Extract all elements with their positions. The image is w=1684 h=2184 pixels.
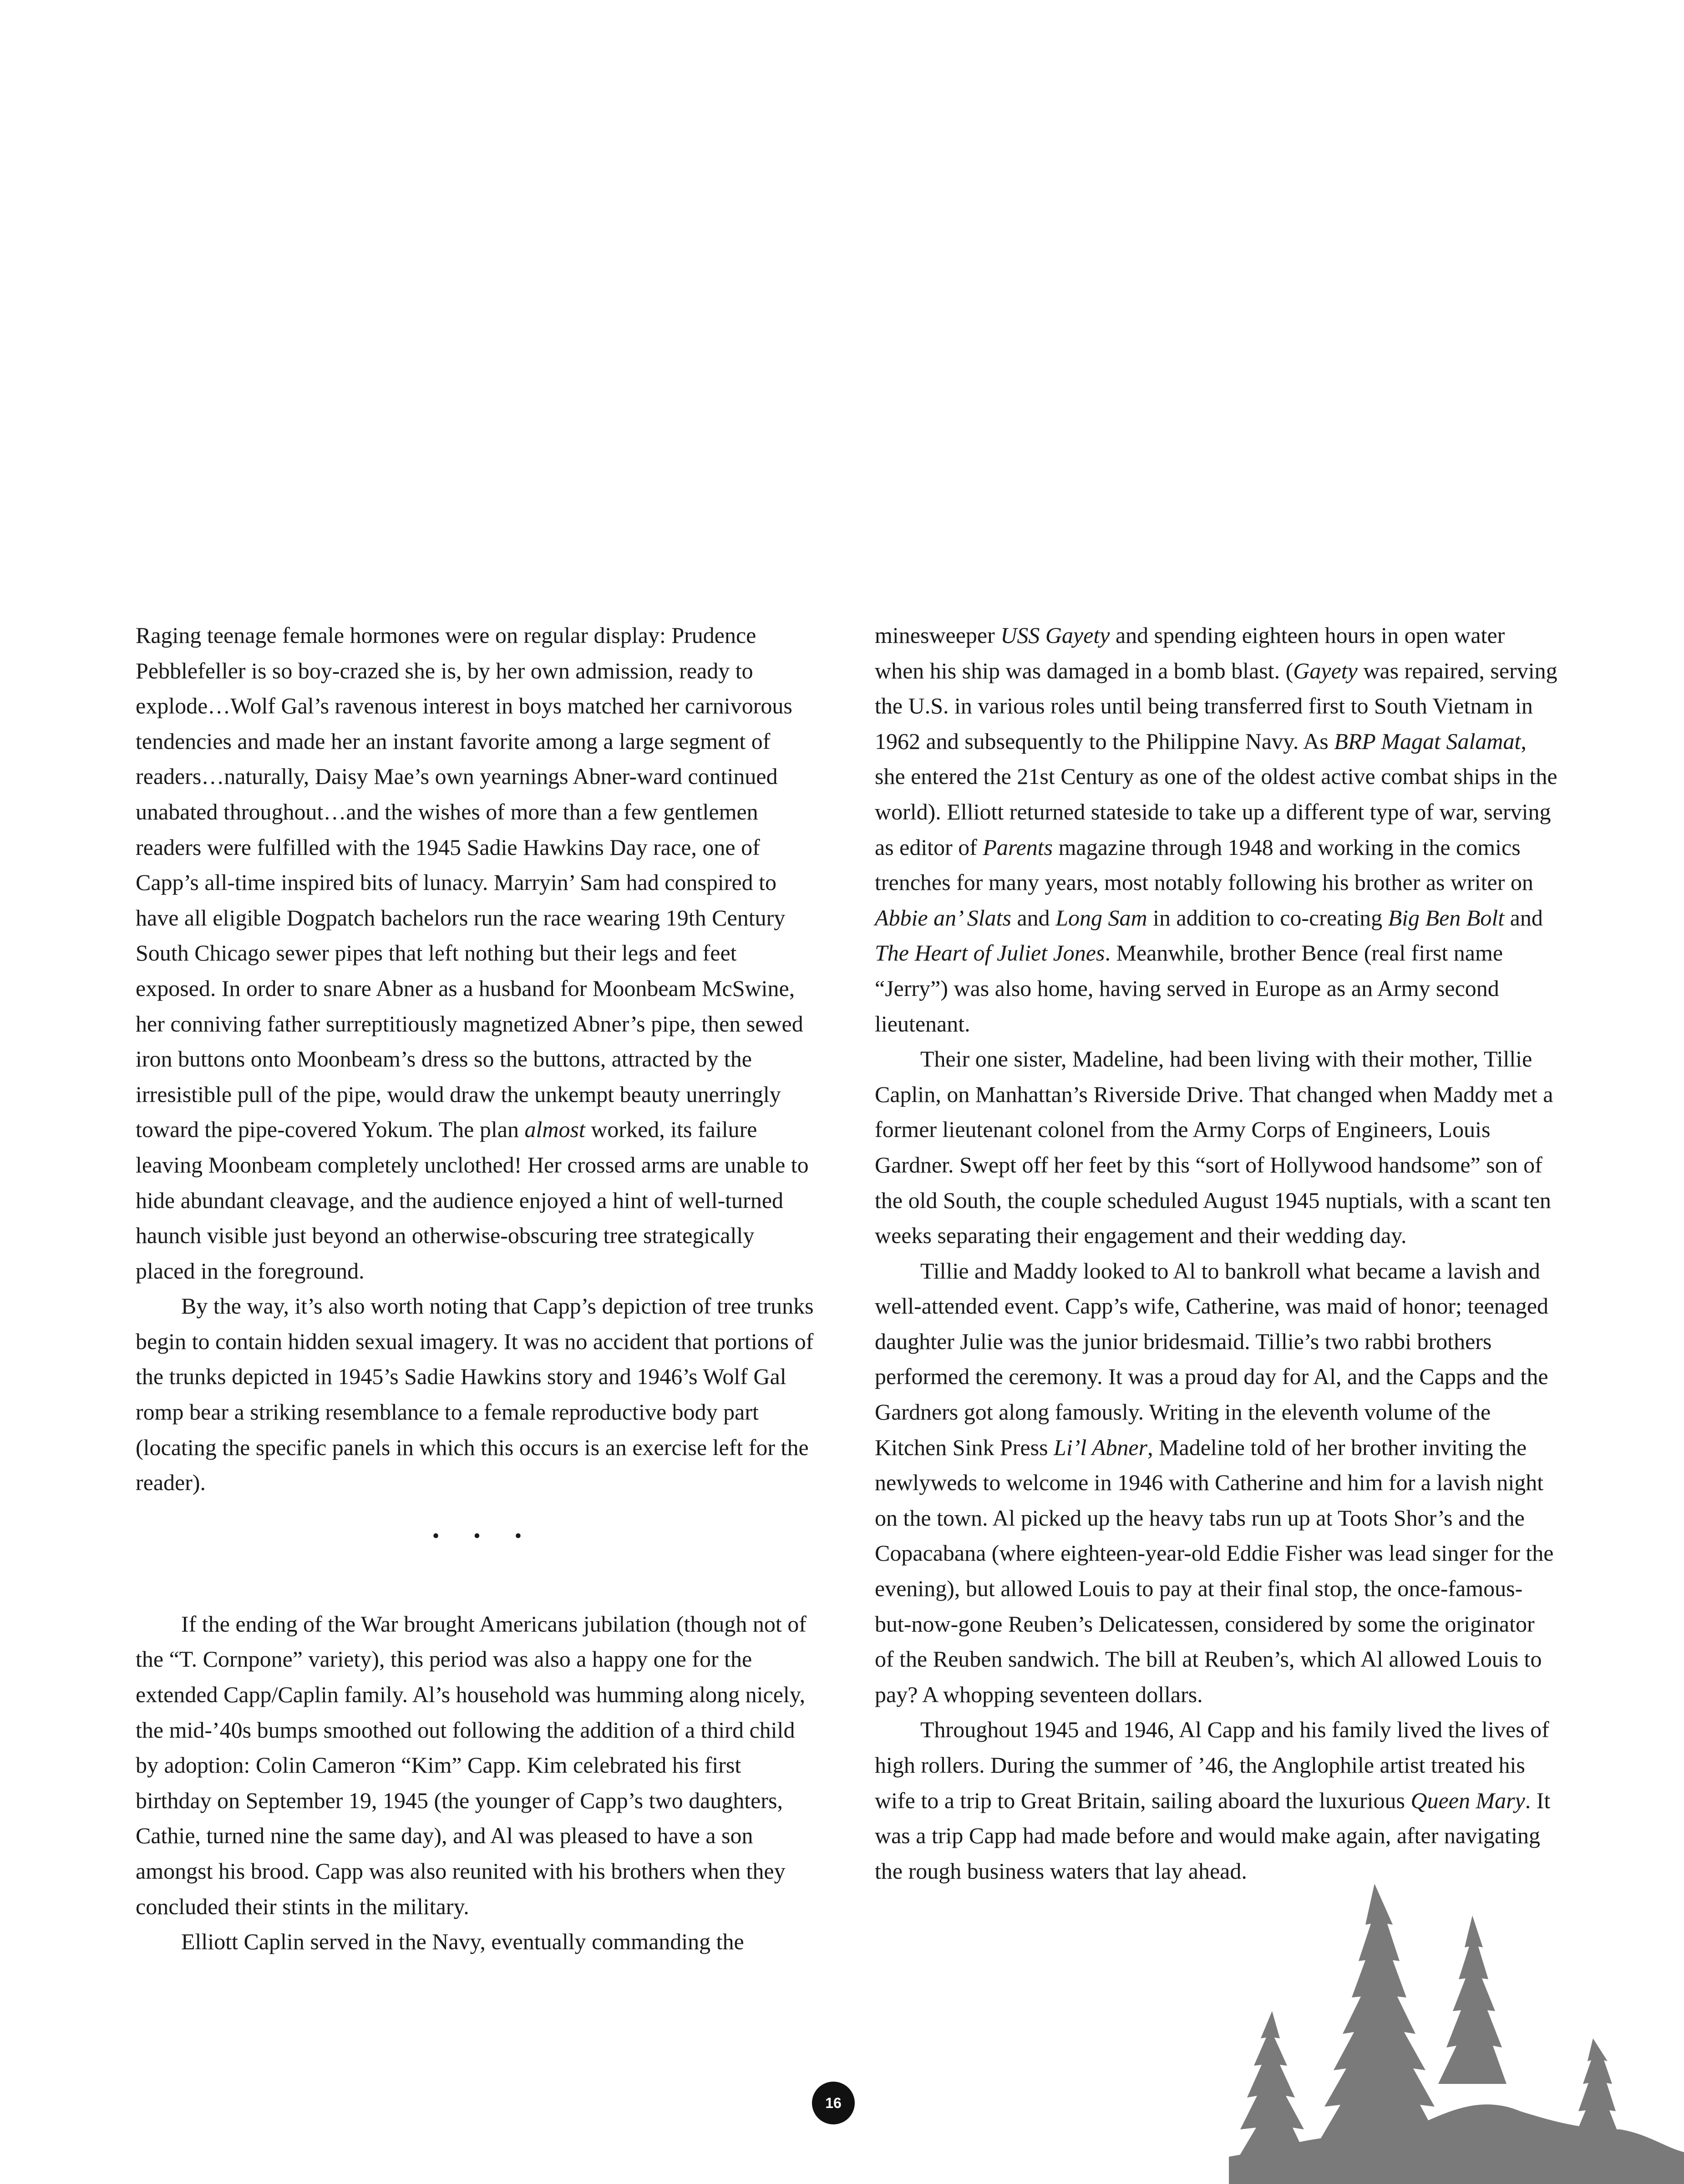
paragraph: Elliott Caplin served in the Navy, eventually commanding the (181, 1929, 744, 1955)
right-column (875, 618, 1557, 1889)
paragraph: Their one sister, Madeline, had been living with their mother, Tillie Caplin, on Manhattan’s Riverside Drive. That changed when Maddy met a former lieutenant colonel from the Army Corps of Engineers, Louis Gardner. Swept off her feet by this “sort of Hollywood handsome” son of the old South, the couple scheduled August 1945 nuptials, with a scant ten weeks separating their engagement and their wedding day. (875, 1046, 1553, 1249)
paragraph: Tillie and Maddy looked to Al to bankroll what became a lavish and well-attended event. Capp’s wife, Catherine, was maid of honor; teenaged daughter Julie was the junior bridesmaid. Tillie’s two rabbi brothers performed the ceremony. It was a proud day for Al, and the Capps and the Gardners got along famously. Writing in the eleventh volume of the Kitchen Sink Press Li’l Abner, Madeline told of her brother inviting the newlyweds to welcome in 1946 with Catherine and him for a lavish night on the town. Al picked up the heavy tabs run up at Toots Shor’s and the Copacabana (where eighteen-year-old Eddie Fisher was lead singer for the evening), but allowed Louis to pay at their final stop, the once-famous-but-now-gone Reuben’s Delicatessen, considered by some the originator of the Reuben sandwich. The bill at Reuben’s, which Al allowed Louis to pay? A whopping seventeen dollars. (875, 1258, 1554, 1707)
italic-text: BRP Magat Salamat (1334, 728, 1521, 754)
left-column (136, 618, 818, 1960)
italic-text: almost (524, 1117, 585, 1143)
section-separator: • • • (432, 1524, 537, 1547)
italic-text: Gayety (1293, 657, 1358, 683)
paragraph: Throughout 1945 and 1946, Al Capp and his family lived the lives of high rollers. During the summer of ’46, the Anglophile artist treated his wife to a trip to Great Britain, sailing aboard the luxurious Queen Mary. It was a trip Capp had made before and would make again, after navigating the rough business waters that lay ahead. (875, 1717, 1551, 1884)
italic-text: Big Ben Bolt (1388, 905, 1505, 930)
italic-text: Abbie an’ Slats (875, 905, 1011, 930)
italic-text: USS Gayety (1000, 622, 1110, 648)
italic-text: Long Sam (1055, 905, 1147, 930)
page-number: 16 (812, 2082, 855, 2124)
italic-text: Li’l Abner (1054, 1434, 1148, 1460)
paragraph: Raging teenage female hormones were on regular display: Prudence Pebblefeller is so boy-crazed she is, by her own admission, ready to explode…Wolf Gal’s ravenous interest in boys matched her carnivorous tendencies and made her an instant favorite among a large segment of readers…naturally, Daisy Mae’s own yearnings Abner-ward continued unabated throughout…and the wishes of more than a few gentlemen readers were fulfilled with the 1945 Sadie Hawkins Day race, one of Capp’s all-time inspired bits of lunacy. Marryin’ Sam had conspired to have all eligible Dogpatch bachelors run the race wearing 19th Century South Chicago sewer pipes that left nothing but their legs and feet exposed. In order to snare Abner as a husband for Moonbeam McSwine, her conniving father surreptitiously magnetized Abner’s pipe, then sewed iron buttons onto Moonbeam’s dress so the buttons, attracted by the irresistible pull of the pipe, would draw the unkempt beauty unerringly toward the pipe-covered Yokum. The plan almost worked, its failure leaving Moonbeam completely unclothed! Her crossed arms are unable to hide abundant cleavage, and the audience enjoyed a hint of well-turned haunch visible just beyond an otherwise-obscuring tree strategically placed in the foreground. (136, 622, 809, 1284)
paragraph: minesweeper USS Gayety and spending eighteen hours in open water when his ship was damaged in a bomb blast. (Gayety was repaired, serving the U.S. in various roles until being transferred first to South Vietnam in 1962 and subsequently to the Philippine Navy. As BRP Magat Salamat, she entered the 21st Century as one of the oldest active combat ships in the world). Elliott returned stateside to take up a different type of war, serving as editor of Parents magazine through 1948 and working in the comics trenches for many years, most notably following his brother as writer on Abbie an’ Slats and Long Sam in addition to co-creating Big Ben Bolt and The Heart of Juliet Jones. Meanwhile, brother Bence (real first name “Jerry”) was also home, having served in Europe as an Army second lieutenant. (875, 622, 1557, 1036)
paragraph: If the ending of the War brought Americans jubilation (though not of the “T. Cornpone” variety), this period was also a happy one for the extended Capp/Caplin family. Al’s household was humming along nicely, the mid-’40s bumps smoothed out following the addition of a third child by adoption: Colin Cameron “Kim” Capp. Kim celebrated his first birthday on September 19, 1945 (the younger of Capp’s two daughters, Cathie, turned nine the same day), and Al was pleased to have a son amongst his brood. Capp was also reunited with his brothers when they concluded their stints in the military. (136, 1611, 806, 1919)
italic-text: Parents (983, 834, 1053, 860)
paragraph: By the way, it’s also worth noting that Capp’s depiction of tree trunks begin to contain hidden sexual imagery. It was no accident that portions of the trunks depicted in 1945’s Sadie Hawkins story and 1946’s Wolf Gal romp bear a striking resemblance to a female reproductive body part (locating the specific panels in which this occurs is an exercise left for the reader). (136, 1293, 814, 1496)
pine-trees-illustration (1229, 1875, 1684, 2184)
italic-text: The Heart of Juliet Jones (875, 940, 1105, 966)
italic-text: Queen Mary (1410, 1787, 1525, 1813)
